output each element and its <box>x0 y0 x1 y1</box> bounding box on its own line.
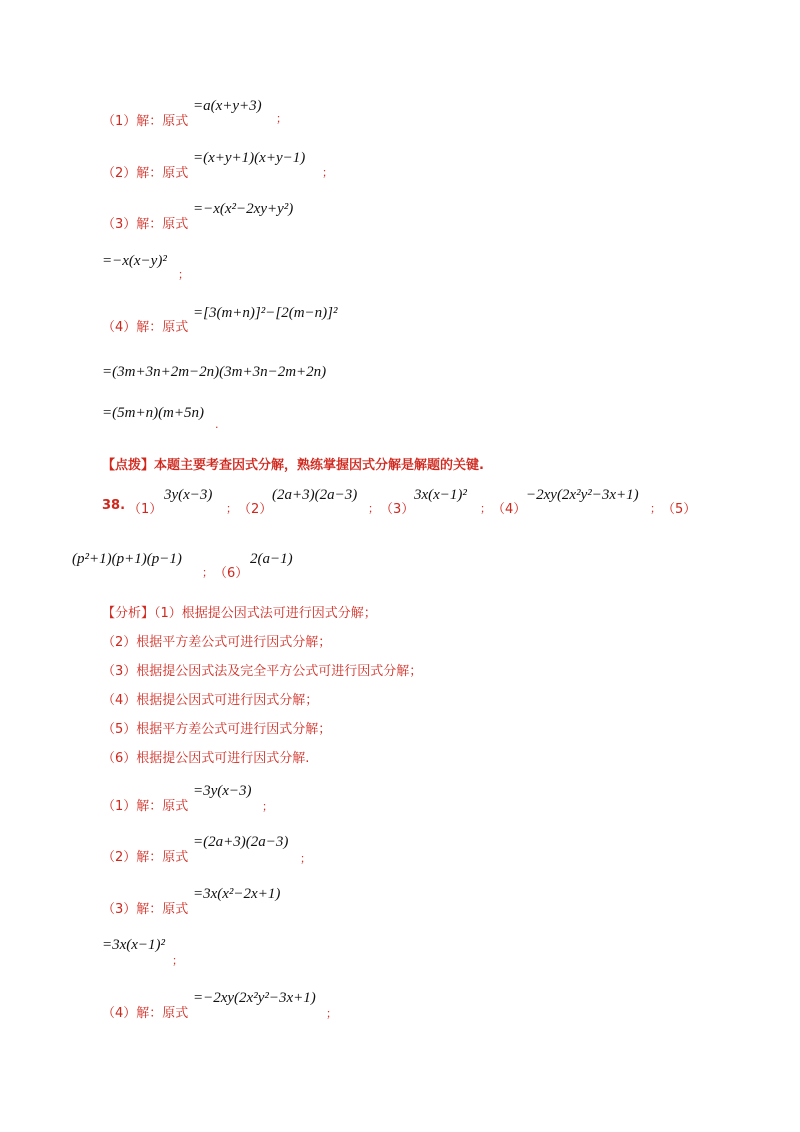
math-expression: =3y(x−3) <box>193 783 252 799</box>
semicolon: ； <box>326 1007 337 1020</box>
answer-6: 2(a−1) <box>250 551 293 567</box>
math-expression: =3x(x−1)² <box>102 937 166 953</box>
answer-4: −2xy(2x²y²−3x+1) <box>526 487 639 503</box>
separator: ； <box>368 502 379 515</box>
separator: ； <box>202 566 213 579</box>
solution-label: （3）解：原式 <box>102 217 189 232</box>
answer-1: 3y(x−3) <box>164 487 213 503</box>
solution-label: （3）解：原式 <box>102 902 189 917</box>
math-expression: =(2a+3)(2a−3) <box>193 834 289 850</box>
analysis-line-3: （3）根据提公因式法及完全平方公式可进行因式分解； <box>102 664 423 679</box>
math-expression: =−x(x²−2xy+y²) <box>193 201 294 217</box>
separator: ； <box>480 502 491 515</box>
answer-5: (p²+1)(p+1)(p−1) <box>72 551 182 567</box>
semicolon: ； <box>322 166 333 179</box>
solution-label: （4）解：原式 <box>102 320 189 335</box>
solution-label: （4）解：原式 <box>102 1006 189 1021</box>
math-expression: =−x(x−y)² <box>102 253 167 269</box>
solution-label: （2）解：原式 <box>102 166 189 181</box>
part-label: （6） <box>214 566 249 581</box>
analysis-line-1: 【分析】（1）根据提公因式法可进行因式分解； <box>102 606 377 621</box>
math-expression: =(3m+3n+2m−2n)(3m+3n−2m+2n) <box>102 364 327 380</box>
semicolon: ； <box>178 268 189 281</box>
semicolon: ； <box>172 954 183 967</box>
analysis-line-4: （4）根据提公因式可进行因式分解； <box>102 693 319 708</box>
hint-text: 【点拨】本题主要考查因式分解，熟练掌握因式分解是解题的关键. <box>102 458 484 473</box>
analysis-line-2: （2）根据平方差公式可进行因式分解； <box>102 635 332 650</box>
analysis-line-5: （5）根据平方差公式可进行因式分解； <box>102 722 332 737</box>
separator: ； <box>650 502 661 515</box>
math-expression: =(5m+n)(m+5n) <box>102 405 205 421</box>
solution-label: （2）解：原式 <box>102 850 189 865</box>
part-label: （3） <box>380 502 415 517</box>
separator: ； <box>226 502 237 515</box>
semicolon: ； <box>276 112 287 125</box>
semicolon: ； <box>262 800 273 813</box>
solution-label: （1）解：原式 <box>102 799 189 814</box>
analysis-line-6: （6）根据提公因式可进行因式分解. <box>102 751 310 766</box>
answer-3: 3x(x−1)² <box>414 487 467 503</box>
math-expression: =−2xy(2x²y²−3x+1) <box>193 990 316 1006</box>
math-expression: =a(x+y+3) <box>193 98 262 114</box>
math-expression: =(x+y+1)(x+y−1) <box>193 150 306 166</box>
solution-label: （1）解：原式 <box>102 114 189 129</box>
semicolon: ； <box>300 852 311 865</box>
math-expression: =3x(x²−2x+1) <box>193 886 281 902</box>
period: . <box>215 418 219 431</box>
part-label: （4） <box>492 502 527 517</box>
part-label: （5） <box>662 502 697 517</box>
math-expression: =[3(m+n)]²−[2(m−n)]² <box>193 305 338 321</box>
part-label: （2） <box>238 502 273 517</box>
answer-2: (2a+3)(2a−3) <box>272 487 358 503</box>
part-label: （1） <box>128 502 163 517</box>
question-number: 38. <box>102 498 126 513</box>
